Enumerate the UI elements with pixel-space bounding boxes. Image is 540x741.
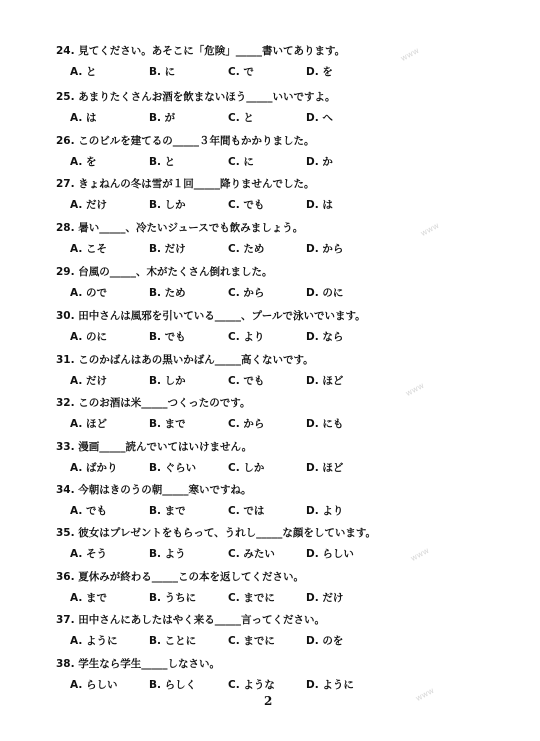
answer-option: A. らしい [70,679,118,691]
answer-option: B. でも [149,331,186,343]
answer-options [56,64,526,78]
question-stem: 26. このビルを建てるの_____３年間もかかりました。 [56,135,315,147]
question-item [56,613,526,647]
answer-option: C. ような [228,679,275,691]
question-stem: 34. 今朝はきのうの朝_____寒いですね。 [56,484,252,496]
answer-options [56,677,526,691]
answer-option: D. を [306,66,333,78]
question-item [56,134,526,168]
answer-option: D. のを [306,635,344,647]
question-stem: 38. 学生なら学生_____しなさい。 [56,658,221,670]
question-item [56,570,526,604]
question-item [56,657,526,691]
question-item [56,526,526,560]
answer-option: A. ように [70,635,118,647]
answer-option: B. ぐらい [149,462,197,474]
question-item [56,396,526,430]
answer-option: B. ことに [149,635,197,647]
answer-option: D. は [306,199,333,211]
answer-option: B. しか [149,199,186,211]
answer-option: B. ため [149,287,186,299]
answer-options [56,416,526,430]
answer-option: C. から [228,418,265,430]
answer-option: C. までに [228,592,275,604]
answer-option: D. へ [306,112,333,124]
answer-option: A. ばかり [70,462,118,474]
answer-option: B. まで [149,418,186,430]
question-stem: 35. 彼女はプレゼントをもらって、うれし_____な顔をしています。 [56,527,377,539]
question-stem: 28. 暑い_____、冷たいジュースでも飲みましょう。 [56,222,304,234]
answer-option: A. でも [70,505,107,517]
question-item [56,221,526,255]
answer-option: A. と [70,66,97,78]
answer-option: B. と [149,156,176,168]
answer-option: D. ほど [306,375,344,387]
question-stem: 31. このかばんはあの黒いかばん_____高くないです。 [56,354,314,366]
answer-option: D. か [306,156,333,168]
question-item [56,353,526,387]
answer-options [56,329,526,343]
answer-option: B. うちに [149,592,197,604]
question-stem: 37. 田中さんにあしたはやく来る_____言ってください。 [56,614,326,626]
question-item [56,483,526,517]
answer-option: D. らしい [306,548,354,560]
question-stem: 33. 漫画_____読んでいてはいけません。 [56,441,253,453]
question-item [56,265,526,299]
answer-options [56,373,526,387]
answer-option: A. そう [70,548,107,560]
answer-option: A. まで [70,592,107,604]
question-stem: 29. 台風の_____、木がたくさん倒れました。 [56,266,273,278]
answer-options [56,285,526,299]
watermark: www [414,685,436,704]
answer-options [56,633,526,647]
answer-option: D. ほど [306,462,344,474]
answer-option: C. みたい [228,548,275,560]
answer-option: C. までに [228,635,275,647]
watermark: www [419,220,441,239]
question-item [56,440,526,474]
answer-option: D. だけ [306,592,344,604]
watermark: www [404,380,426,399]
answer-options [56,197,526,211]
answer-option: C. に [228,156,254,168]
answer-options [56,110,526,124]
answer-option: A. のに [70,331,107,343]
answer-options [56,503,526,517]
answer-option: C. より [228,331,265,343]
answer-options [56,460,526,474]
answer-options [56,546,526,560]
question-stem: 36. 夏休みが終わる_____この本を返してください。 [56,571,305,583]
watermark: www [409,545,431,564]
question-stem: 27. きょねんの冬は雪が１回_____降りませんでした。 [56,178,315,190]
answer-option: D. なら [306,331,344,343]
answer-option: D. にも [306,418,344,430]
page-number: 2 [264,694,273,708]
answer-option: C. と [228,112,254,124]
answer-option: B. しか [149,375,186,387]
answer-option: C. でも [228,375,265,387]
answer-option: A. ほど [70,418,107,430]
answer-option: A. こそ [70,243,107,255]
question-stem: 25. あまりたくさんお酒を飲まないほう_____いいですよ。 [56,91,336,103]
answer-option: B. まで [149,505,186,517]
answer-option: A. だけ [70,375,107,387]
answer-options [56,154,526,168]
answer-option: C. から [228,287,265,299]
answer-option: A. は [70,112,97,124]
watermark: www [399,45,421,64]
question-stem: 32. このお酒は米_____つくったのです。 [56,397,251,409]
answer-option: D. のに [306,287,344,299]
answer-option: A. だけ [70,199,107,211]
answer-option: D. ように [306,679,354,691]
answer-option: C. ため [228,243,265,255]
answer-options [56,241,526,255]
answer-option: D. から [306,243,344,255]
answer-option: A. ので [70,287,107,299]
answer-option: B. よう [149,548,186,560]
answer-option: B. に [149,66,176,78]
answer-option: C. で [228,66,254,78]
question-stem: 30. 田中さんは風邪を引いている_____、プールで泳いでいます。 [56,310,366,322]
answer-option: C. でも [228,199,265,211]
answer-option: C. しか [228,462,265,474]
question-item [56,90,526,124]
answer-option: A. を [70,156,97,168]
answer-option: B. が [149,112,176,124]
answer-options [56,590,526,604]
question-item [56,44,526,78]
question-stem: 24. 見てください。あそこに「危険」_____書いてあります。 [56,45,346,57]
answer-option: B. だけ [149,243,186,255]
question-item [56,309,526,343]
answer-option: D. より [306,505,344,517]
answer-option: C. では [228,505,265,517]
answer-option: B. らしく [149,679,197,691]
question-item [56,177,526,211]
